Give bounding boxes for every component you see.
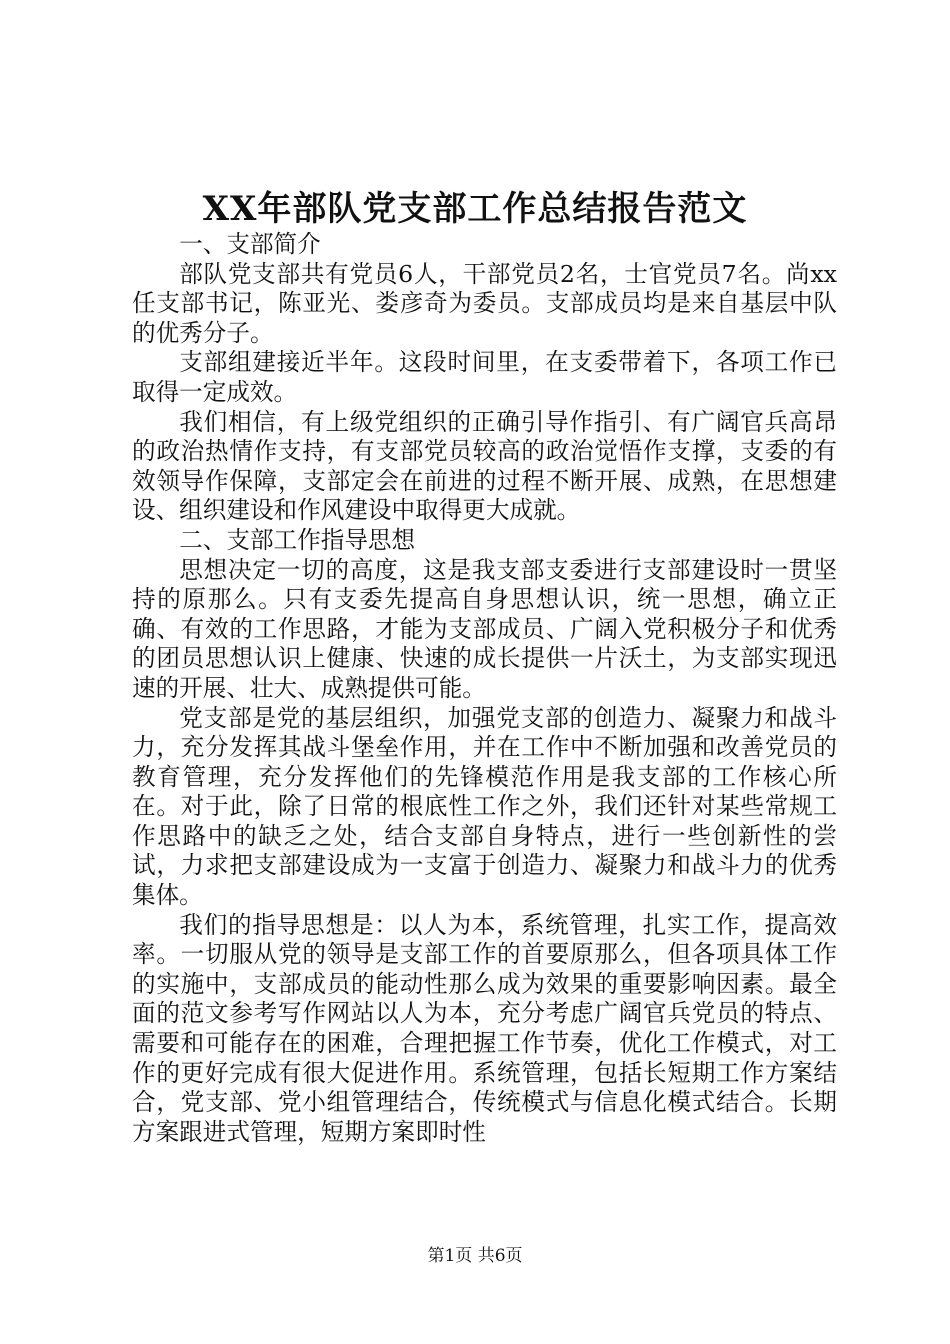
section-heading: 二、支部工作指导思想 <box>179 525 416 554</box>
section-heading: 一、支部简介 <box>179 230 321 258</box>
page-footer: 第1页 共6页 <box>427 1246 523 1266</box>
document-body <box>132 230 837 1147</box>
paragraph: 我们相信，有上级党组织的正确引导作指引、有广阔官兵高昂的政治热情作支持，有支部党员较高的政治觉悟作支撑，支委的有效领导作保障，支部定会在前进的过程不断开展、成熟，在思想建设、组织建设和作风建设中取得更大成就。 <box>132 407 837 525</box>
paragraph: 党支部是党的基层组织，加强党支部的创造力、凝聚力和战斗力，充分发挥其战斗堡垒作用，并在工作中不断加强和改善党员的教育管理，充分发挥他们的先锋模范作用是我支部的工作核心所在。对于此，除了日常的根底性工作之外，我们还针对某些常规工作思路中的缺乏之处，结合支部自身特点，进行一些创新性的尝试，力求把支部建设成为一支富于创造力、凝聚力和战斗力的优秀集体。 <box>132 703 837 910</box>
paragraph: 支部组建接近半年。这段时间里，在支委带着下，各项工作已取得一定成效。 <box>132 348 837 406</box>
paragraph: 我们的指导思想是：以人为本，系统管理，扎实工作，提高效率。一切服从党的领导是支部工作的首要原那么，但各项具体工作的实施中，支部成员的能动性那么成为效果的重要影响因素。最全面的范文参考写作网站以人为本，充分考虑广阔官兵党员的特点、需要和可能存在的困难，合理把握工作节奏，优化工作模式，对工作的更好完成有很大促进作用。系统管理，包括长短期工作方案结合，党支部、党小组管理结合，传统模式与信息化模式结合。长期方案跟进式管理，短期方案即时性 <box>132 910 837 1146</box>
document-title: XX年部队党支部工作总结报告范文 <box>202 189 748 229</box>
paragraph: 部队党支部共有党员6人，干部党员2名，士官党员7名。尚xx任支部书记，陈亚光、娄彦奇为委员。支部成员均是来自基层中队的优秀分子。 <box>132 259 837 347</box>
paragraph: 思想决定一切的高度，这是我支部支委进行支部建设时一贯坚持的原那么。只有支委先提高自身思想认识，统一思想，确立正确、有效的工作思路，才能为支部成员、广阔入党积极分子和优秀的团员思想认识上健康、快速的成长提供一片沃土，为支部实现迅速的开展、壮大、成熟提供可能。 <box>132 555 837 702</box>
